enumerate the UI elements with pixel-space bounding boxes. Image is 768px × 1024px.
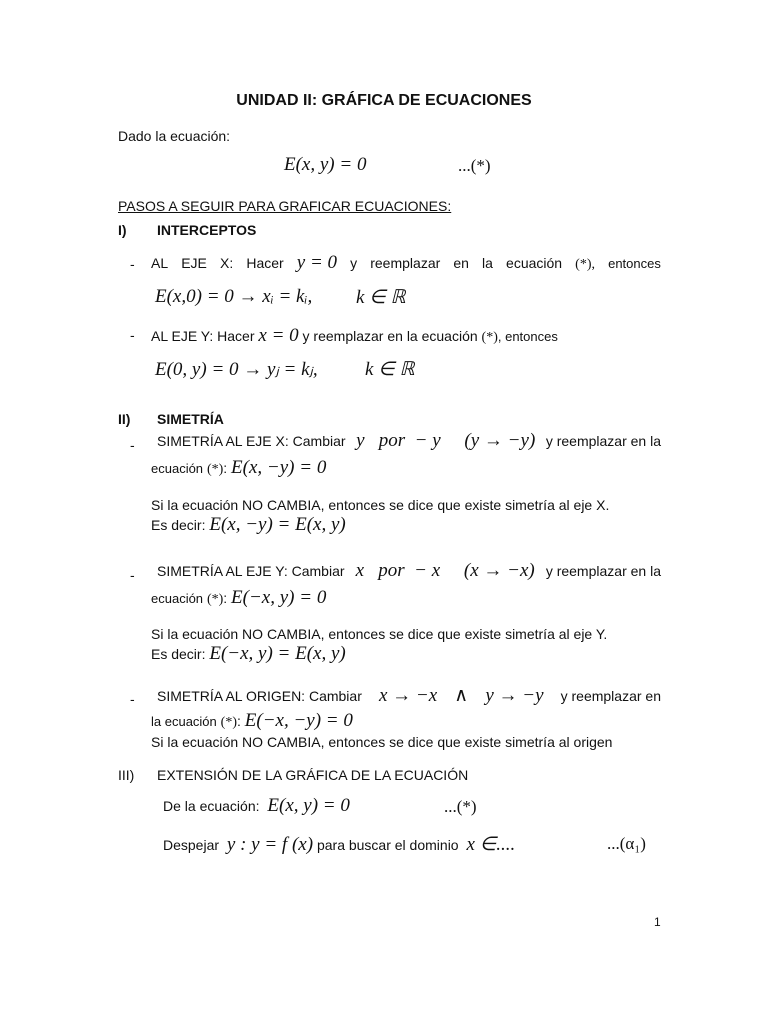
- x-intercept-condition: y = 0: [296, 252, 338, 273]
- colon: :: [237, 713, 241, 729]
- equation-ref: (*),: [575, 257, 595, 272]
- extension-solve-line: [163, 833, 515, 856]
- symmetry-y-equation: E(−x, y) = 0: [231, 587, 327, 608]
- symmetry-y-line2: [151, 587, 326, 609]
- x-intercept-line: [151, 252, 661, 274]
- colon: :: [223, 590, 228, 606]
- symmetry-origin-line2: [151, 710, 353, 732]
- word: EJE: [181, 255, 207, 271]
- section-3-number: III): [118, 767, 135, 783]
- symmetry-x-line: [157, 430, 661, 452]
- symmetry-origin-change-x: x → −x: [378, 685, 438, 706]
- page-number: 1: [654, 915, 661, 929]
- y-intercept-instruction: y reemplazar en la ecuación: [302, 328, 478, 344]
- word: entonces: [608, 256, 661, 271]
- y-intercept-label: AL EJE Y: Hacer: [151, 328, 255, 344]
- y-intercept-end: , entonces: [497, 329, 558, 344]
- word: X:: [220, 255, 234, 271]
- domain-expression: x ∈....: [466, 834, 516, 855]
- extension-equation: E(x, y) = 0: [267, 795, 350, 816]
- word: en: [453, 255, 469, 271]
- section-2-title: SIMETRÍA: [157, 411, 224, 427]
- ecuacion-label: ecuación: [151, 591, 204, 606]
- word: ecuación: [506, 255, 563, 271]
- section-1-number: I): [118, 222, 127, 238]
- solve-for-y: y : y = f (x): [226, 834, 314, 855]
- symmetry-x-es-decir: [151, 514, 346, 536]
- equation-ref: (*): [220, 715, 237, 730]
- symmetry-origin-equation: E(−x, −y) = 0: [244, 710, 353, 731]
- colon: :: [223, 460, 228, 476]
- symmetry-x-condition: E(x, −y) = E(x, y): [209, 514, 346, 535]
- symmetry-y-change: x por − x (x → −x): [355, 560, 535, 581]
- symmetry-y-instruction: y reemplazar en la: [545, 563, 661, 579]
- x-intercept-equation: E(x,0) = 0 → xᵢ = kᵢ,: [155, 286, 313, 307]
- symmetry-origin-instruction: y reemplazar en: [560, 688, 661, 704]
- word: la: [482, 255, 493, 271]
- intro-text: Dado la ecuación:: [118, 128, 231, 144]
- symmetry-origin-line: [157, 684, 661, 707]
- symmetry-origin-note: Si la ecuación NO CAMBIA, entonces se dice que existe simetría al origen: [151, 734, 613, 750]
- y-intercept-equation: E(0, y) = 0 → yⱼ = kⱼ,: [155, 359, 318, 380]
- symmetry-origin-label: SIMETRÍA AL ORIGEN: Cambiar: [157, 688, 362, 704]
- main-equation: E(x, y) = 0: [284, 154, 367, 175]
- main-equation-ref: ...(*): [458, 156, 491, 175]
- es-decir-label: Es decir:: [151, 646, 206, 662]
- domain-text: para buscar el dominio: [316, 837, 459, 853]
- section-2-number: II): [118, 411, 131, 427]
- section-1-title: INTERCEPTOS: [157, 222, 257, 238]
- symmetry-y-note: Si la ecuación NO CAMBIA, entonces se dice que existe simetría al eje Y.: [151, 626, 608, 642]
- symmetry-x-label: SIMETRÍA AL EJE X: Cambiar: [157, 433, 346, 449]
- ecuacion-label: la ecuación: [151, 714, 217, 729]
- bullet-dash: -: [130, 256, 135, 272]
- page-title: UNIDAD II: GRÁFICA DE ECUACIONES: [236, 92, 532, 109]
- steps-heading: PASOS A SEGUIR PARA GRAFICAR ECUACIONES:: [118, 198, 452, 214]
- alpha-ref: ...(α₁): [607, 834, 646, 853]
- bullet-dash: -: [130, 437, 135, 453]
- symmetry-x-note: Si la ecuación NO CAMBIA, entonces se dice que existe simetría al eje X.: [151, 497, 610, 513]
- symmetry-x-line2: [151, 457, 326, 479]
- extension-from-line: [163, 795, 350, 817]
- symmetry-y-line: [157, 560, 661, 582]
- symmetry-y-label: SIMETRÍA AL EJE Y: Cambiar: [157, 563, 345, 579]
- y-intercept-domain: k ∈ ℝ: [365, 359, 415, 380]
- y-intercept-text: [151, 325, 558, 347]
- despejar-label: Despejar: [163, 837, 220, 853]
- word: reemplazar: [370, 255, 441, 271]
- y-intercept-condition: x = 0: [258, 325, 299, 346]
- from-equation-label: De la ecuación:: [163, 798, 260, 814]
- symmetry-x-change: y por − y (y → −y): [356, 430, 536, 451]
- x-intercept-domain: k ∈ ℝ: [356, 287, 406, 308]
- es-decir-label: Es decir:: [151, 517, 206, 533]
- word: AL: [151, 255, 169, 271]
- equation-ref: (*): [206, 592, 224, 607]
- symmetry-origin-change-y: y → −y: [485, 685, 544, 706]
- bullet-dash: -: [130, 691, 135, 707]
- word: y: [350, 255, 358, 271]
- extension-equation-ref: ...(*): [444, 797, 477, 816]
- bullet-dash: -: [130, 567, 135, 583]
- and-symbol: ∧: [454, 685, 469, 706]
- symmetry-y-condition: E(−x, y) = E(x, y): [209, 643, 346, 664]
- ecuacion-label: ecuación: [151, 461, 204, 476]
- symmetry-x-equation: E(x, −y) = 0: [231, 457, 327, 478]
- bullet-dash: -: [130, 327, 135, 343]
- section-3-title: EXTENSIÓN DE LA GRÁFICA DE LA ECUACIÓN: [157, 767, 469, 783]
- word: Hacer: [246, 255, 284, 271]
- symmetry-y-es-decir: [151, 643, 346, 665]
- equation-ref: (*): [481, 330, 498, 345]
- equation-ref: (*): [206, 462, 224, 477]
- symmetry-x-instruction: y reemplazar en la: [545, 433, 661, 449]
